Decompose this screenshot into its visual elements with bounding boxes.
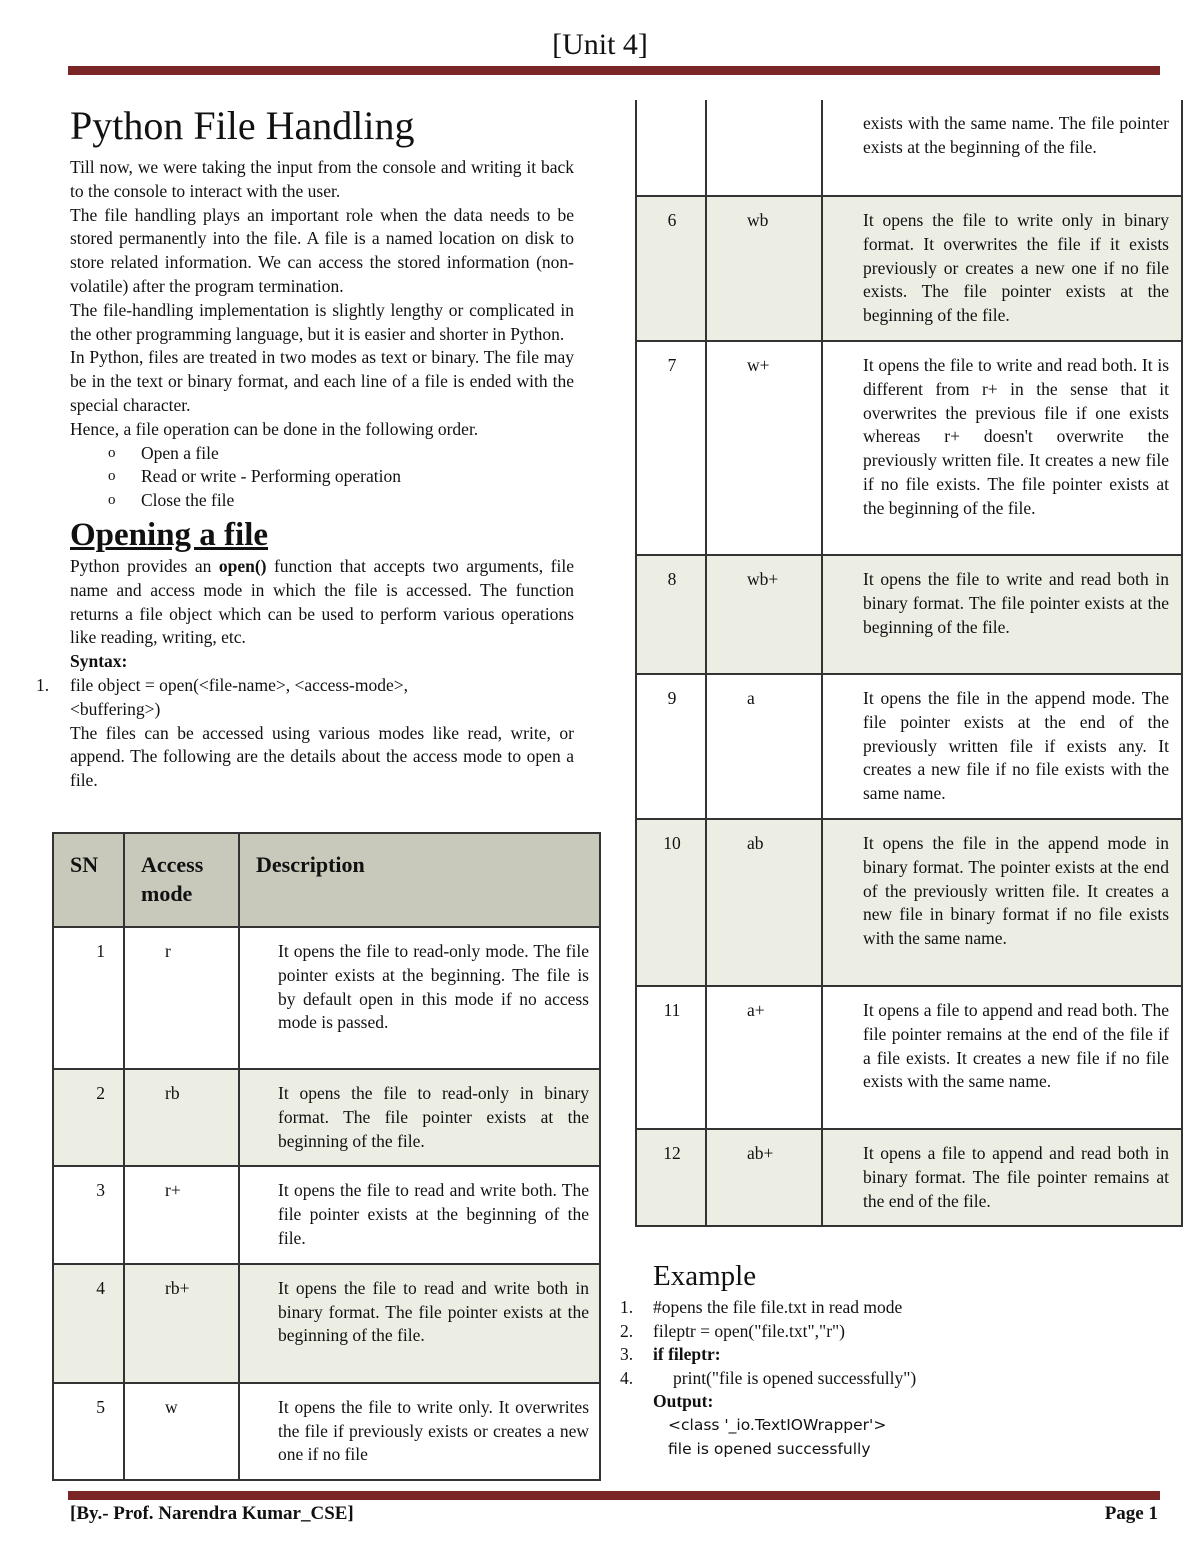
access-mode-table — [52, 832, 601, 1481]
code-line: 4. print("file is opened successfully") — [620, 1367, 917, 1388]
list-item: o Read or write - Performing operation — [108, 465, 574, 489]
code-line: 1. #opens the file file.txt in read mode — [620, 1297, 903, 1317]
document-title: Python File Handling — [70, 103, 415, 148]
syntax-code: 1. file object = open(<file-name>, <access-mode>, <buffering>) — [36, 674, 408, 719]
page-number: Page 1 — [1104, 1503, 1158, 1524]
page-header: [Unit 4] — [552, 28, 648, 61]
column-header-mode: Access mode — [124, 833, 239, 927]
table-row: 8 wb+ It opens the file to write and read both in binary format. The file pointer exists at the beginning of the file. — [636, 555, 1182, 674]
table-row: 7 w+ It opens the file to write and read both. It is different from r+ in the sense that it overwrites the previous file if one exists whereas r+ doesn't overwrite the previously written file. It creates a new file if no file exists. The file pointer exists at the beginning of the file. — [636, 341, 1182, 555]
access-mode-table-continued — [635, 100, 1183, 1227]
table-row: 2 rb It opens the file to read-only in binary format. The file pointer exists at the beginning of the file. — [53, 1069, 600, 1166]
output-line: file is opened successfully — [668, 1439, 871, 1458]
list-item: o Close the file — [108, 489, 574, 513]
bullet-icon: o — [108, 492, 116, 509]
table-row: 10 ab It opens the file in the append mode in binary format. The pointer exists at the end of the previously written file. It creates a new file in binary format if no file exists with the same name. — [636, 819, 1182, 986]
file-operation-list — [108, 442, 574, 513]
table-row: 11 a+ It opens a file to append and read both. The file pointer remains at the end of the file if a file exists. It creates a new file if no file exists with the same name. — [636, 986, 1182, 1129]
table-row: 9 a It opens the file in the append mode. The file pointer exists at the end of the previously written file if exists any. It creates a new file if no file exists with the same name. — [636, 674, 1182, 819]
header-rule — [68, 66, 1160, 75]
table-row: 3 r+ It opens the file to read and write both. The file pointer exists at the beginning of the file. — [53, 1166, 600, 1263]
code-line: 2. fileptr = open("file.txt","r") — [620, 1320, 845, 1341]
modes-paragraph: The files can be accessed using various modes like read, write, or append. The following are the details about the access mode to open a file. — [70, 722, 574, 791]
table-row: 6 wb It opens the file to write only in binary format. It overwrites the file if it exists previously or creates a new one if no file exists. The file pointer exists at the beginning of the file. — [636, 196, 1182, 341]
output-line: <class '_io.TextIOWrapper'> — [668, 1415, 887, 1434]
intro-paragraph-4: In Python, files are treated in two modes as text or binary. The file may be in the text or binary format, and each line of a file is ended with the special character. — [70, 347, 574, 415]
example-section — [620, 1258, 1180, 1461]
opening-paragraph: Python provides an open() function that accepts two arguments, file name and access mode in which the file is accessed. The function returns a file object which can be used to perform various operations like reading, writing, etc. — [70, 555, 574, 648]
section-heading: Opening a file — [70, 516, 269, 553]
output-label: Output: — [653, 1391, 714, 1412]
column-header-sn: SN — [53, 833, 124, 927]
example-heading: Example — [653, 1260, 757, 1292]
left-column — [36, 102, 574, 793]
intro-paragraph-1: Till now, we were taking the input from the console and writing it back to the console to interact with the user. — [70, 157, 574, 201]
intro-paragraph-5: Hence, a file operation can be done in the following order. — [70, 418, 479, 439]
table-row: 5 w It opens the file to write only. It overwrites the file if previously exists or creates a new one if no file — [53, 1383, 600, 1480]
intro-paragraph-2: The file handling plays an important role when the data needs to be stored permanently into the file. A file is a named location on disk to store related information. We can access the stored information (non-volatile) after the program termination. — [70, 204, 574, 296]
footer-author: [By.- Prof. Narendra Kumar_CSE] — [70, 1503, 354, 1524]
table-header-row — [53, 833, 600, 927]
code-line: 3. if fileptr: — [620, 1344, 721, 1365]
bullet-icon: o — [108, 468, 116, 485]
table-row: 12 ab+ It opens a file to append and read both in binary format. The file pointer remains at the end of the file. — [636, 1129, 1182, 1226]
list-item: o Open a file — [108, 442, 574, 466]
column-header-description: Description — [239, 833, 600, 927]
footer-rule — [68, 1491, 1160, 1500]
syntax-label: Syntax: — [70, 651, 128, 672]
table-row: 1 r It opens the file to read-only mode. The file pointer exists at the beginning. The file is by default open in this mode if no access mode is passed. — [53, 927, 600, 1069]
bullet-icon: o — [108, 444, 116, 461]
intro-paragraph-3: The file-handling implementation is slightly lengthy or complicated in the other programming language, but it is easier and shorter in Python. — [70, 299, 574, 344]
table-row: exists with the same name. The file pointer exists at the beginning of the file. — [636, 100, 1182, 196]
table-row: 4 rb+ It opens the file to read and write both in binary format. The file pointer exists at the beginning of the file. — [53, 1264, 600, 1383]
